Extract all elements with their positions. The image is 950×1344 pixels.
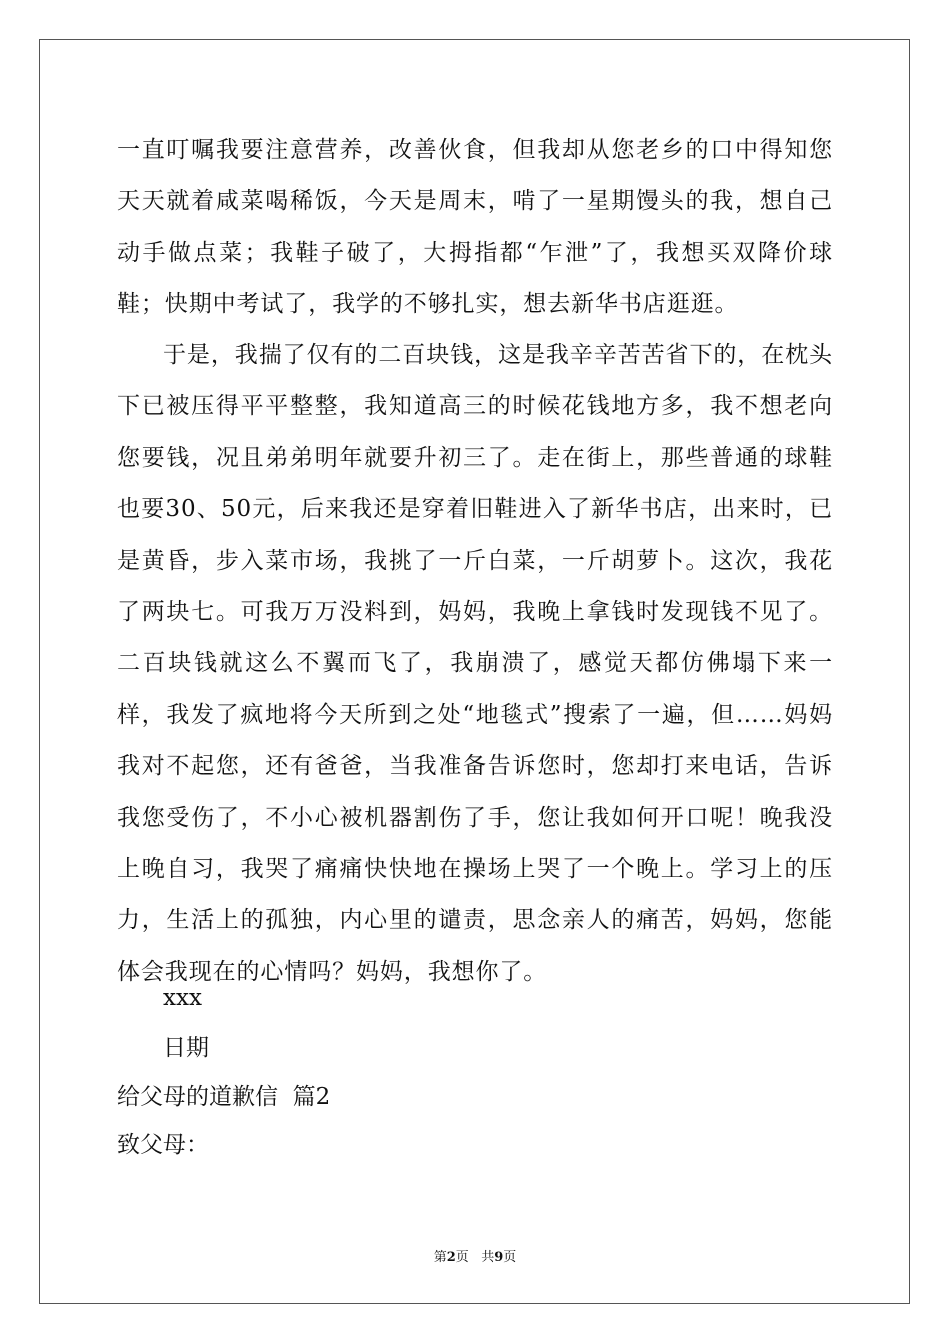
footer-total-pages: 9 [494, 1250, 504, 1265]
salutation: 致父母： [117, 1132, 209, 1158]
letter-paragraph-2: 于是，我揣了仅有的二百块钱，这是我辛辛苦苦省下的，在枕头下已被压得平平整整，我知道高三的时候花钱地方多，我不想老向您要钱，况且弟弟明年就要升初三了。走在街上，那些普通的球鞋也要30、50元，后来我还是穿着旧鞋进入了新华书店，出来时，已是黄昏，步入菜市场，我挑了一斤白菜，一斤胡萝卜。这次，我花了两块七。可我万万没料到，妈妈，我晚上拿钱时发现钱不见了。二百块钱就这么不翼而飞了，我崩溃了，感觉天都仿佛塌下来一样，我发了疯地将今天所到之处“地毯式”搜索了一遍，但……妈妈我对不起您，还有爸爸，当我准备告诉您时，您却打来电话，告诉我您受伤了，不小心被机器割伤了手，您让我如何开口呢！晚我没上晚自习，我哭了痛痛快快地在操场上哭了一个晚上。学习上的压力，生活上的孤独，内心里的谴责，思念亲人的痛苦，妈妈，您能体会我现在的心情吗？妈妈，我想你了。 [117, 342, 833, 985]
page-footer [0, 1246, 950, 1265]
signature-name: xxx [163, 985, 202, 1011]
footer-page-prefix: 第 [433, 1250, 447, 1265]
footer-page-suffix: 页 [503, 1250, 517, 1265]
signature-date: 日期 [163, 1035, 209, 1061]
footer-current-page: 2 [446, 1250, 456, 1265]
letter-paragraph-1: 一直叮嘱我要注意营养，改善伙食，但我却从您老乡的口中得知您天天就着咸菜喝稀饭，今天是周末，啃了一星期馒头的我，想自己动手做点菜；我鞋子破了，大拇指都“乍泄”了，我想买双降价球鞋；快期中考试了，我学的不够扎实，想去新华书店逛逛。 [117, 137, 833, 318]
footer-page-mid: 页 共 [455, 1250, 495, 1265]
section-title: 给父母的道歉信 篇2 [117, 1084, 331, 1110]
